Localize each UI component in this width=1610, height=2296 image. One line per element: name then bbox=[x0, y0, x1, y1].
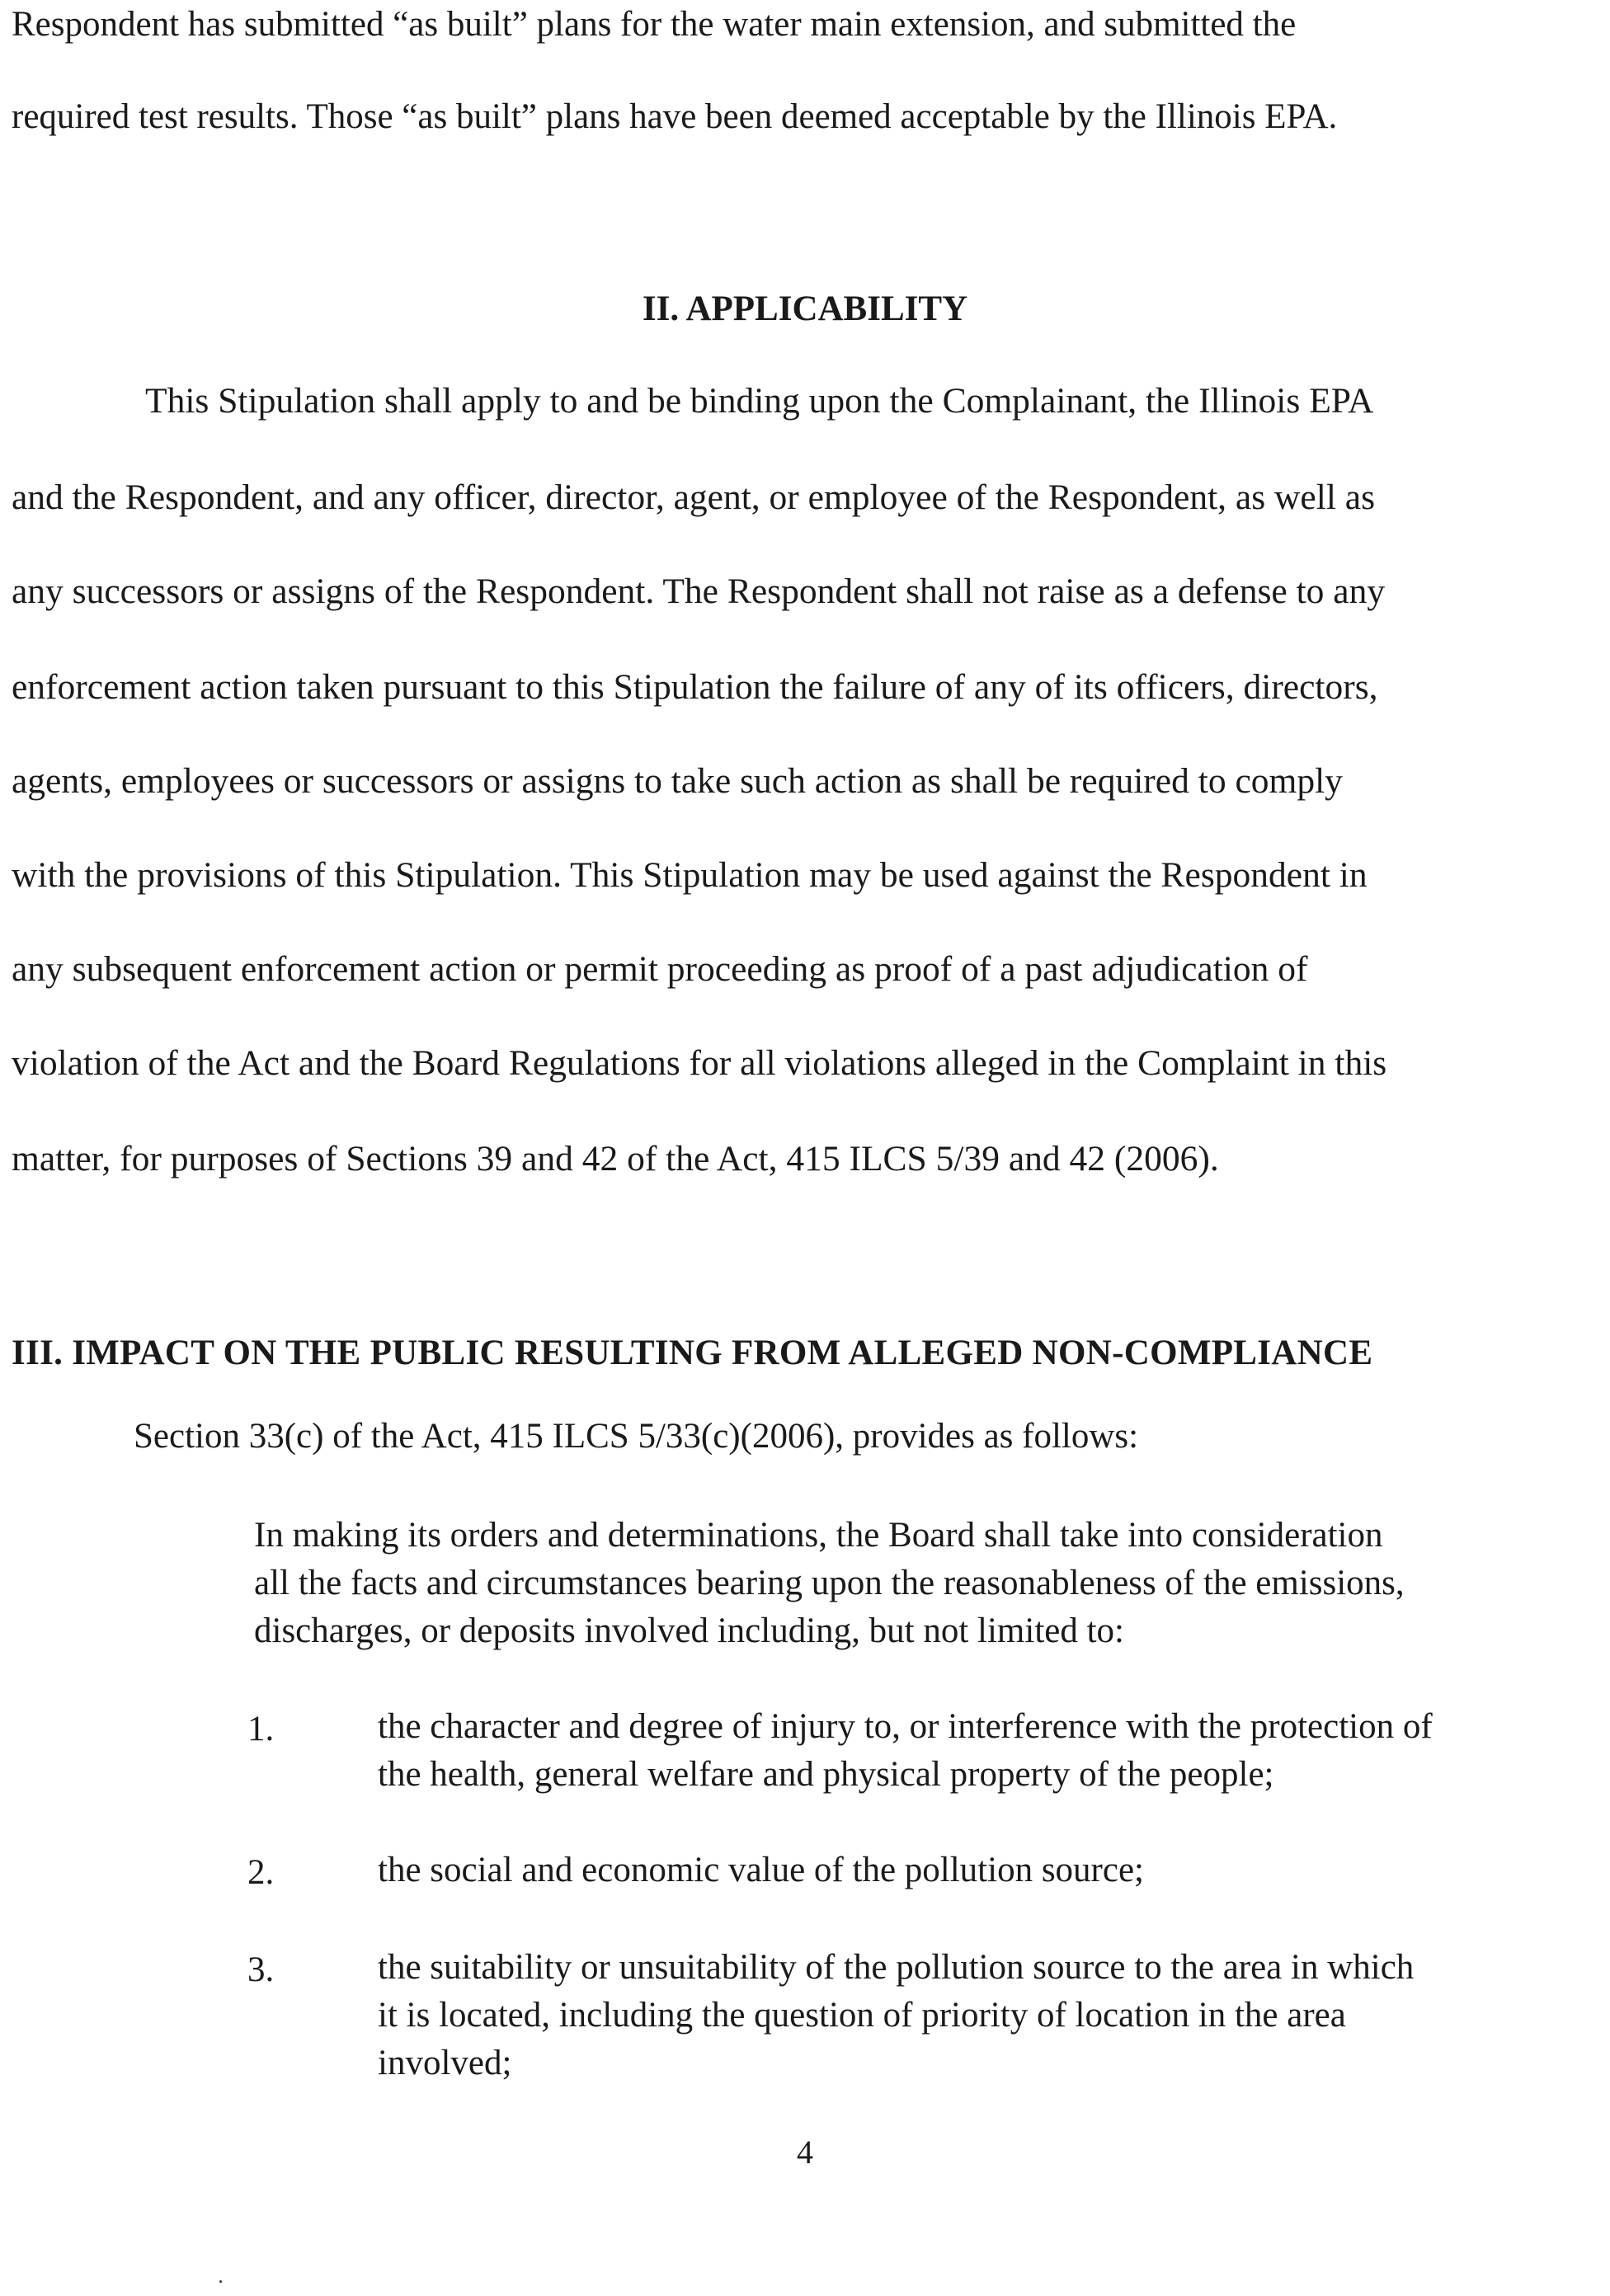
section-2-heading: II. APPLICABILITY bbox=[642, 289, 968, 328]
section-2-line-7: any subsequent enforcement action or permit proceeding as proof of a past adjudication of bbox=[12, 949, 1308, 989]
list-item-3-line-2: it is located, including the question of priority of location in the area bbox=[378, 1996, 1346, 2035]
list-item-3-line-1: the suitability or unsuitability of the pollution source to the area in which bbox=[378, 1948, 1415, 1987]
list-item-number-3: 3. bbox=[247, 1950, 275, 1989]
section-2-line-6: with the provisions of this Stipulation. This Stipulation may be used against the Respondent in bbox=[12, 855, 1368, 895]
list-item-1-line-2: the health, general welfare and physical property of the people; bbox=[378, 1755, 1274, 1794]
section-2-line-1: This Stipulation shall apply to and be binding upon the Complainant, the Illinois EPA bbox=[145, 381, 1374, 421]
section-2-line-4: enforcement action taken pursuant to this Stipulation the failure of any of its officers, directors, bbox=[12, 667, 1378, 707]
section-2-line-8: violation of the Act and the Board Regulations for all violations alleged in the Complaint in this bbox=[12, 1043, 1387, 1083]
section-2-line-2: and the Respondent, and any officer, director, agent, or employee of the Respondent, as well as bbox=[12, 478, 1376, 517]
section-2-line-9: matter, for purposes of Sections 39 and 42 of the Act, 415 ILCS 5/39 and 42 (2006). bbox=[12, 1139, 1219, 1179]
list-item-number-2: 2. bbox=[247, 1853, 275, 1892]
quote-line-3: discharges, or deposits involved including, but not limited to: bbox=[254, 1611, 1124, 1650]
scan-speck bbox=[219, 2280, 222, 2283]
list-item-number-1: 1. bbox=[247, 1710, 275, 1748]
list-item-2-line-1: the social and economic value of the pollution source; bbox=[378, 1851, 1144, 1889]
intro-line-2: required test results. Those “as built” plans have been deemed acceptable by the Illinois EPA. bbox=[12, 97, 1338, 136]
list-item-3-line-3: involved; bbox=[378, 2044, 512, 2082]
section-2-line-5: agents, employees or successors or assigns to take such action as shall be required to comply bbox=[12, 761, 1343, 801]
section-2-line-3: any successors or assigns of the Respondent. The Respondent shall not raise as a defense to any bbox=[12, 572, 1386, 611]
section-3-heading: III. IMPACT ON THE PUBLIC RESULTING FROM ALLEGED NON-COMPLIANCE bbox=[12, 1334, 1373, 1372]
section-3-intro: Section 33(c) of the Act, 415 ILCS 5/33(c)(2006), provides as follows: bbox=[134, 1417, 1139, 1456]
quote-line-1: In making its orders and determinations, the Board shall take into consideration bbox=[254, 1516, 1383, 1555]
quote-line-2: all the facts and circumstances bearing upon the reasonableness of the emissions, bbox=[254, 1564, 1405, 1602]
page-number: 4 bbox=[797, 2134, 813, 2171]
list-item-1-line-1: the character and degree of injury to, or interference with the protection of bbox=[378, 1707, 1433, 1746]
intro-line-1: Respondent has submitted “as built” plans for the water main extension, and submitted the bbox=[12, 5, 1297, 44]
